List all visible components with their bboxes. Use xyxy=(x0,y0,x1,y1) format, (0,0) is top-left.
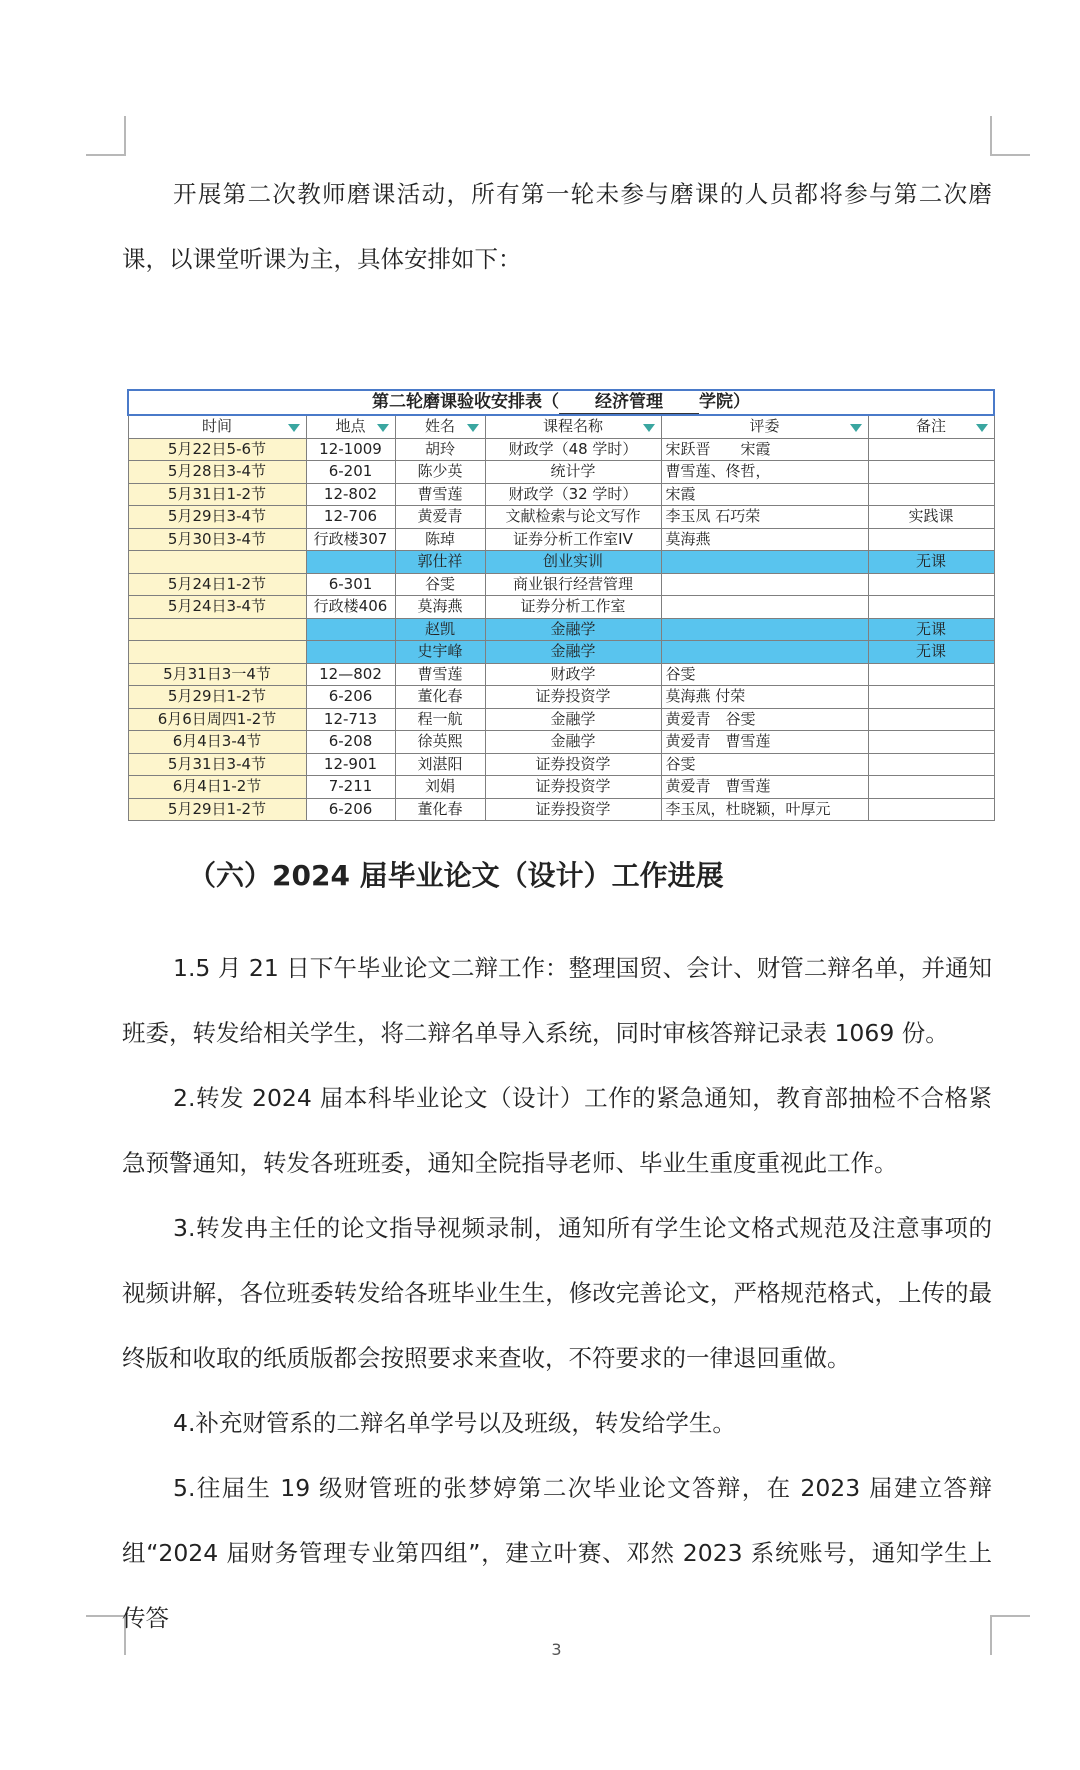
cell-time: 5月29日1-2节 xyxy=(128,686,306,709)
cell-time: 5月30日3-4节 xyxy=(128,528,306,551)
cell-course: 商业银行经营管理 xyxy=(485,573,661,596)
cell-course: 创业实训 xyxy=(485,551,661,574)
cell-course: 财政学（32 学时） xyxy=(485,483,661,506)
cell-judges xyxy=(661,596,868,619)
cell-name: 胡玲 xyxy=(395,438,485,461)
cell-name: 赵凯 xyxy=(395,618,485,641)
cell-name: 陈少英 xyxy=(395,461,485,484)
table-title xyxy=(128,390,994,415)
header-judges xyxy=(661,415,868,438)
filter-icon[interactable] xyxy=(467,424,479,432)
cell-name: 黄爱青 xyxy=(395,506,485,529)
schedule-table xyxy=(127,389,993,821)
cell-name: 史宇峰 xyxy=(395,641,485,664)
item-1: 1.5 月 21 日下午毕业论文二辩工作：整理国贸、会计、财管二辩名单，并通知班委，转发给相关学生，将二辩名单导入系统，同时审核答辩记录表 1069 份。 xyxy=(122,954,992,1047)
cell-time xyxy=(128,641,306,664)
item-4: 4.补充财管系的二辩名单学号以及班级，转发给学生。 xyxy=(173,1409,736,1437)
cell-judges xyxy=(661,573,868,596)
cell-course: 金融学 xyxy=(485,641,661,664)
cell-time: 5月29日1-2节 xyxy=(128,798,306,821)
table-row xyxy=(128,798,994,821)
table-row xyxy=(128,528,994,551)
item-3: 3.转发冉主任的论文指导视频录制，通知所有学生论文格式规范及注意事项的视频讲解，各位班委转发给各班毕业生生，修改完善论文，严格规范格式，上传的最终版和收取的纸质版都会按照要求来查收，不符要求的一律退回重做。 xyxy=(122,1214,992,1372)
table-title-college: 经济管理 xyxy=(559,392,699,414)
cell-judges xyxy=(661,618,868,641)
table-row xyxy=(128,708,994,731)
header-judges-label: 评委 xyxy=(749,417,780,436)
cell-name: 程一航 xyxy=(395,708,485,731)
cell-note xyxy=(868,798,994,821)
cell-note xyxy=(868,686,994,709)
table-row xyxy=(128,641,994,664)
table-title-prefix: 第二轮磨课验收安排表（ xyxy=(372,391,559,412)
cell-place: 6-201 xyxy=(306,461,395,484)
cell-place: 7-211 xyxy=(306,776,395,799)
cell-judges: 谷雯 xyxy=(661,663,868,686)
cell-time: 6月4日1-2节 xyxy=(128,776,306,799)
filter-icon[interactable] xyxy=(976,424,988,432)
cell-course: 金融学 xyxy=(485,731,661,754)
header-time-label: 时间 xyxy=(201,417,232,436)
cell-name: 曹雪莲 xyxy=(395,483,485,506)
cell-time: 5月31日3一4节 xyxy=(128,663,306,686)
crop-mark-top-left xyxy=(86,116,126,156)
cell-time: 5月22日5-6节 xyxy=(128,438,306,461)
cell-time xyxy=(128,551,306,574)
cell-place: 行政楼307 xyxy=(306,528,395,551)
table-row xyxy=(128,618,994,641)
cell-name: 董化春 xyxy=(395,686,485,709)
cell-judges: 李玉凤，杜晓颖，叶厚元 xyxy=(661,798,868,821)
header-place-label: 地点 xyxy=(335,417,366,436)
header-course-label: 课程名称 xyxy=(542,417,603,436)
cell-judges: 曹雪莲、佟哲， xyxy=(661,461,868,484)
cell-course: 证券投资学 xyxy=(485,753,661,776)
cell-course: 证券投资学 xyxy=(485,798,661,821)
header-course xyxy=(485,415,661,438)
cell-course: 证券分析工作室IV xyxy=(485,528,661,551)
cell-judges: 黄爱青 谷雯 xyxy=(661,708,868,731)
cell-place: 12-713 xyxy=(306,708,395,731)
filter-icon[interactable] xyxy=(850,424,862,432)
cell-note xyxy=(868,663,994,686)
item-2: 2.转发 2024 届本科毕业论文（设计）工作的紧急通知，教育部抽检不合格紧急预警通知，转发各班班委，通知全院指导老师、毕业生重度重视此工作。 xyxy=(122,1084,992,1177)
header-time xyxy=(128,415,306,438)
cell-place xyxy=(306,551,395,574)
header-note xyxy=(868,415,994,438)
cell-note xyxy=(868,596,994,619)
cell-note xyxy=(868,438,994,461)
cell-time: 5月24日1-2节 xyxy=(128,573,306,596)
section-heading: （六）2024 届毕业论文（设计）工作进展 xyxy=(188,859,724,892)
cell-course: 证券分析工作室 xyxy=(485,596,661,619)
cell-place: 行政楼406 xyxy=(306,596,395,619)
table-row xyxy=(128,663,994,686)
cell-course: 金融学 xyxy=(485,708,661,731)
cell-judges: 谷雯 xyxy=(661,753,868,776)
cell-place: 12-706 xyxy=(306,506,395,529)
cell-name: 郭仕祥 xyxy=(395,551,485,574)
table-row xyxy=(128,461,994,484)
cell-note xyxy=(868,483,994,506)
table-title-suffix: 学院） xyxy=(699,391,750,412)
header-name-label: 姓名 xyxy=(424,417,455,436)
cell-place: 6-208 xyxy=(306,731,395,754)
cell-place: 12-802 xyxy=(306,483,395,506)
cell-note xyxy=(868,731,994,754)
cell-note xyxy=(868,776,994,799)
cell-judges xyxy=(661,551,868,574)
cell-name: 曹雪莲 xyxy=(395,663,485,686)
cell-time: 5月29日3-4节 xyxy=(128,506,306,529)
cell-place: 12—802 xyxy=(306,663,395,686)
cell-time: 5月31日3-4节 xyxy=(128,753,306,776)
table-row xyxy=(128,776,994,799)
cell-judges: 李玉凤 石巧荣 xyxy=(661,506,868,529)
cell-time: 6月4日3-4节 xyxy=(128,731,306,754)
intro-paragraph: 开展第二次教师磨课活动，所有第一轮未参与磨课的人员都将参与第二次磨课，以课堂听课为主，具体安排如下： xyxy=(122,180,992,273)
page-number: 3 xyxy=(551,1640,562,1659)
cell-judges: 宋霞 xyxy=(661,483,868,506)
cell-place: 6-206 xyxy=(306,686,395,709)
cell-note xyxy=(868,461,994,484)
cell-place: 12-1009 xyxy=(306,438,395,461)
cell-name: 谷雯 xyxy=(395,573,485,596)
cell-time: 5月31日1-2节 xyxy=(128,483,306,506)
cell-judges: 莫海燕 xyxy=(661,528,868,551)
table-row xyxy=(128,551,994,574)
cell-name: 刘娟 xyxy=(395,776,485,799)
cell-judges xyxy=(661,641,868,664)
cell-time: 5月24日3-4节 xyxy=(128,596,306,619)
cell-place xyxy=(306,641,395,664)
filter-icon[interactable] xyxy=(288,424,300,432)
header-name xyxy=(395,415,485,438)
item-5: 5.往届生 19 级财管班的张梦婷第二次毕业论文答辩，在 2023 届建立答辩组“2024 届财务管理专业第四组”，建立叶赛、邓然 2023 系统账号，通知学生上传答 xyxy=(122,1474,992,1632)
filter-icon[interactable] xyxy=(643,424,655,432)
table-row xyxy=(128,438,994,461)
cell-course: 财政学（48 学时） xyxy=(485,438,661,461)
cell-course: 金融学 xyxy=(485,618,661,641)
cell-name: 徐英熙 xyxy=(395,731,485,754)
table-row xyxy=(128,753,994,776)
cell-course: 证券投资学 xyxy=(485,776,661,799)
cell-judges: 莫海燕 付荣 xyxy=(661,686,868,709)
cell-note: 实践课 xyxy=(868,506,994,529)
table-row xyxy=(128,686,994,709)
cell-note xyxy=(868,708,994,731)
cell-name: 刘湛阳 xyxy=(395,753,485,776)
cell-name: 董化春 xyxy=(395,798,485,821)
cell-judges: 黄爱青 曹雪莲 xyxy=(661,776,868,799)
cell-place: 6-301 xyxy=(306,573,395,596)
cell-place: 6-206 xyxy=(306,798,395,821)
cell-course: 统计学 xyxy=(485,461,661,484)
table-row xyxy=(128,483,994,506)
cell-judges: 黄爱青 曹雪莲 xyxy=(661,731,868,754)
cell-note xyxy=(868,753,994,776)
cell-time: 6月6日周四1-2节 xyxy=(128,708,306,731)
cell-place: 12-901 xyxy=(306,753,395,776)
table-row xyxy=(128,573,994,596)
header-note-label: 备注 xyxy=(915,417,946,436)
cell-time: 5月28日3-4节 xyxy=(128,461,306,484)
cell-time xyxy=(128,618,306,641)
table-row xyxy=(128,506,994,529)
cell-name: 莫海燕 xyxy=(395,596,485,619)
cell-course: 财政学 xyxy=(485,663,661,686)
cell-course: 文献检索与论文写作 xyxy=(485,506,661,529)
cell-judges: 宋跃晋 宋霞 xyxy=(661,438,868,461)
cell-note xyxy=(868,573,994,596)
cell-course: 证券投资学 xyxy=(485,686,661,709)
cell-name: 陈琸 xyxy=(395,528,485,551)
cell-place xyxy=(306,618,395,641)
crop-mark-top-right xyxy=(990,116,1030,156)
cell-note: 无课 xyxy=(868,641,994,664)
table-row xyxy=(128,731,994,754)
filter-icon[interactable] xyxy=(377,424,389,432)
table-row xyxy=(128,596,994,619)
header-place xyxy=(306,415,395,438)
cell-note: 无课 xyxy=(868,551,994,574)
cell-note: 无课 xyxy=(868,618,994,641)
cell-note xyxy=(868,528,994,551)
